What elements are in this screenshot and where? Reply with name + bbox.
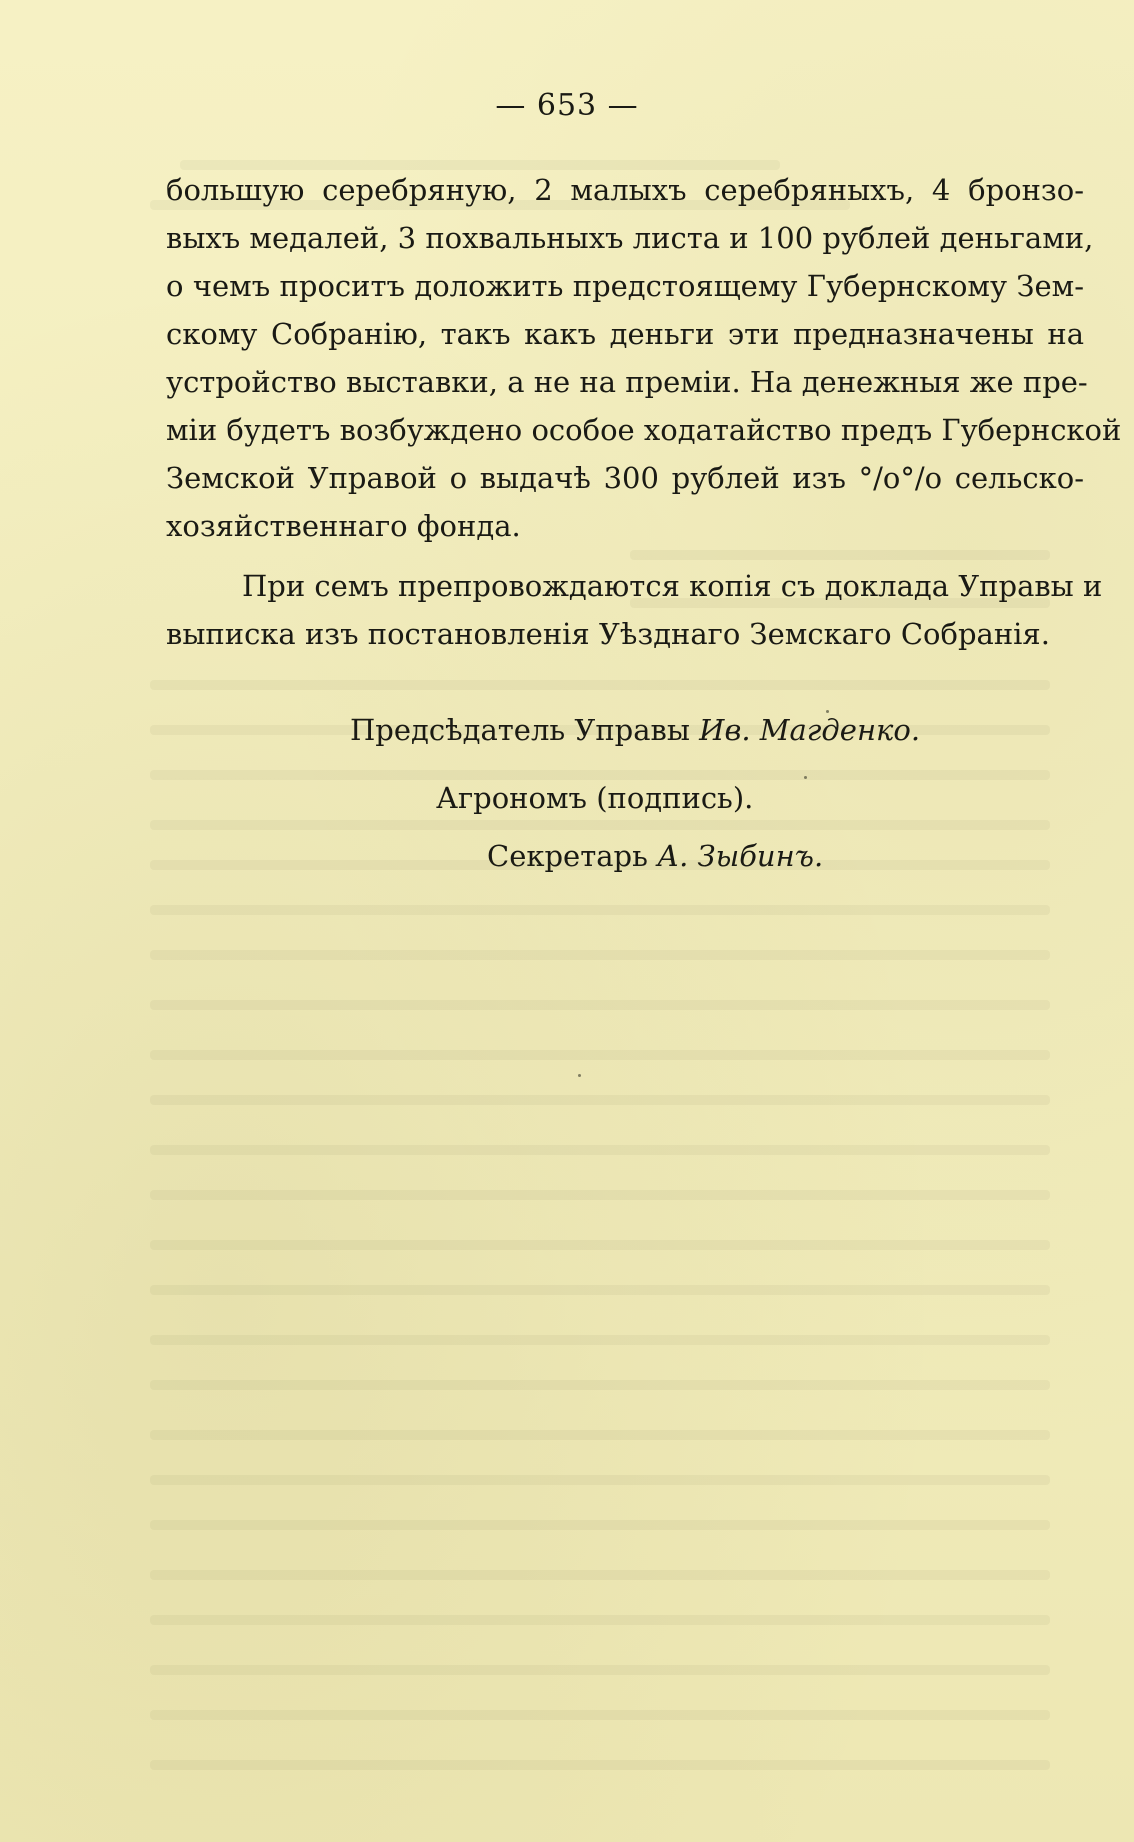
text-line: выхъ медалей, 3 похвальныхъ листа и 100 рублей деньгами, <box>166 221 1094 255</box>
signature-agronomist <box>436 778 753 818</box>
paragraph-medals <box>166 166 1122 550</box>
signature-name: Ив. Магденко. <box>699 713 921 747</box>
text-line: большую серебряную, 2 малыхъ серебряныхъ, 4 бронзо- <box>166 173 1084 207</box>
body-text <box>166 166 1122 658</box>
text-line: скому Собранію, такъ какъ деньги эти предназначены на <box>166 317 1084 351</box>
paper-speck <box>826 710 829 713</box>
paragraph-enclosures <box>166 562 1103 658</box>
text-line: міи будетъ возбуждено особое ходатайство предъ Губернской <box>166 413 1122 447</box>
paper-speck <box>578 1074 581 1077</box>
signature-secretary <box>487 836 823 876</box>
signature-chairman <box>350 710 920 750</box>
text-line: выписка изъ постановленія Уѣзднаго Земскаго Собранія. <box>166 617 1050 651</box>
paper-speck <box>804 776 807 779</box>
text-line: При семъ препровождаются копія съ доклада Управы и <box>242 569 1103 603</box>
text-line: хозяйственнаго фонда. <box>166 509 521 543</box>
page-number: — 653 — <box>495 88 639 123</box>
text-line: Земской Управой о выдачѣ 300 рублей изъ °/о°/о сельско- <box>166 461 1084 495</box>
signature-name: А. Зыбинъ. <box>657 839 824 873</box>
signature-name: (подпись). <box>596 781 754 815</box>
text-line: о чемъ проситъ доложить предстоящему Губернскому Зем- <box>166 269 1084 303</box>
signature-title: Секретарь <box>487 839 648 873</box>
signature-title: Предсѣдатель Управы <box>350 713 690 747</box>
signature-title: Агрономъ <box>436 781 587 815</box>
text-line: устройство выставки, а не на преміи. На денежныя же пре- <box>166 365 1088 399</box>
